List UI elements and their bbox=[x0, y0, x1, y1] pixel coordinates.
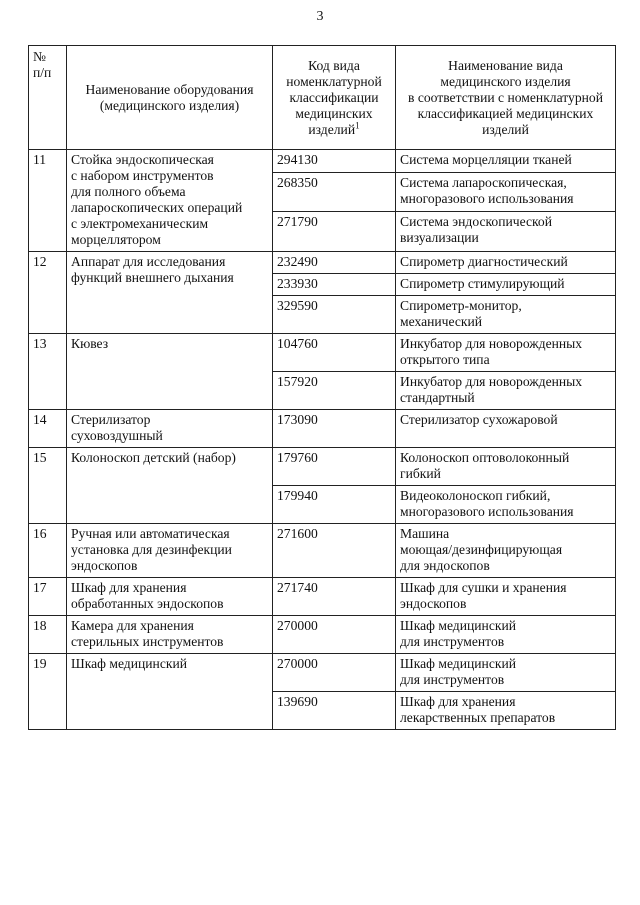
table-row bbox=[29, 252, 616, 274]
header-name bbox=[67, 46, 273, 150]
header-code-text: Код вида номенклатурной классификации медицинских изделий bbox=[286, 57, 382, 137]
header-num bbox=[29, 46, 67, 150]
table-row bbox=[29, 150, 616, 173]
device-kind-name: Инкубатор для новорожденных открытого типа bbox=[396, 334, 616, 372]
page-number: 3 bbox=[316, 9, 324, 24]
row-number: 15 bbox=[29, 448, 67, 524]
header-num-text: № п/п bbox=[33, 49, 52, 80]
table-row bbox=[29, 616, 616, 654]
classification-code: 268350 bbox=[273, 172, 396, 212]
row-number: 14 bbox=[29, 410, 67, 448]
equipment-name: Аппарат для исследования функций внешнего дыхания bbox=[67, 252, 273, 334]
device-kind-name: Машина моющая/дезинфицирующая для эндоскопов bbox=[396, 524, 616, 578]
table-row bbox=[29, 334, 616, 372]
table-row bbox=[29, 654, 616, 692]
header-code bbox=[273, 46, 396, 150]
classification-code: 139690 bbox=[273, 692, 396, 730]
equipment-name: Стерилизатор суховоздушный bbox=[67, 410, 273, 448]
device-kind-name: Колоноскоп оптоволоконный гибкий bbox=[396, 448, 616, 486]
classification-code: 157920 bbox=[273, 372, 396, 410]
equipment-name: Шкаф медицинский bbox=[67, 654, 273, 730]
device-kind-name: Система морцелляции тканей bbox=[396, 150, 616, 173]
classification-code: 271600 bbox=[273, 524, 396, 578]
classification-code: 233930 bbox=[273, 274, 396, 296]
equipment-name: Камера для хранения стерильных инструментов bbox=[67, 616, 273, 654]
row-number: 11 bbox=[29, 150, 67, 252]
device-kind-name: Система эндоскопической визуализации bbox=[396, 212, 616, 252]
row-number: 13 bbox=[29, 334, 67, 410]
equipment-name: Шкаф для хранения обработанных эндоскопов bbox=[67, 578, 273, 616]
classification-code: 232490 bbox=[273, 252, 396, 274]
device-kind-name: Шкаф медицинский для инструментов bbox=[396, 654, 616, 692]
device-kind-name: Инкубатор для новорожденных стандартный bbox=[396, 372, 616, 410]
header-kind-text: Наименование вида медицинского изделия в соответствии с номенклатурной классификацией медицинских изделий bbox=[408, 57, 603, 137]
device-kind-name: Шкаф для хранения лекарственных препаратов bbox=[396, 692, 616, 730]
table-body bbox=[29, 150, 616, 730]
device-kind-name: Шкаф для сушки и хранения эндоскопов bbox=[396, 578, 616, 616]
equipment-name: Ручная или автоматическая установка для дезинфекции эндоскопов bbox=[67, 524, 273, 578]
table-row bbox=[29, 524, 616, 578]
classification-code: 104760 bbox=[273, 334, 396, 372]
classification-code: 179760 bbox=[273, 448, 396, 486]
table-row bbox=[29, 578, 616, 616]
row-number: 18 bbox=[29, 616, 67, 654]
footnote-mark: 1 bbox=[355, 119, 360, 130]
row-number: 12 bbox=[29, 252, 67, 334]
header-kind bbox=[396, 46, 616, 150]
device-kind-name: Видеоколоноскоп гибкий, многоразового использования bbox=[396, 486, 616, 524]
classification-code: 271740 bbox=[273, 578, 396, 616]
equipment-name: Кювез bbox=[67, 334, 273, 410]
device-kind-name: Спирометр стимулирующий bbox=[396, 274, 616, 296]
table-row bbox=[29, 410, 616, 448]
classification-code: 270000 bbox=[273, 616, 396, 654]
classification-code: 294130 bbox=[273, 150, 396, 173]
classification-code: 173090 bbox=[273, 410, 396, 448]
device-kind-name: Стерилизатор сухожаровой bbox=[396, 410, 616, 448]
equipment-table bbox=[28, 45, 616, 730]
equipment-name: Стойка эндоскопическая с набором инструментов для полного объема лапароскопических операций с электромеханическим морцеллятором bbox=[67, 150, 273, 252]
table-row bbox=[29, 448, 616, 486]
classification-code: 270000 bbox=[273, 654, 396, 692]
device-kind-name: Спирометр диагностический bbox=[396, 252, 616, 274]
device-kind-name: Шкаф медицинский для инструментов bbox=[396, 616, 616, 654]
row-number: 17 bbox=[29, 578, 67, 616]
row-number: 16 bbox=[29, 524, 67, 578]
table-header-row bbox=[29, 46, 616, 150]
device-kind-name: Спирометр-монитор, механический bbox=[396, 296, 616, 334]
classification-code: 329590 bbox=[273, 296, 396, 334]
header-name-text: Наименование оборудования (медицинского изделия) bbox=[85, 81, 254, 113]
classification-code: 179940 bbox=[273, 486, 396, 524]
equipment-name: Колоноскоп детский (набор) bbox=[67, 448, 273, 524]
device-kind-name: Система лапароскопическая, многоразового использования bbox=[396, 172, 616, 212]
classification-code: 271790 bbox=[273, 212, 396, 252]
row-number: 19 bbox=[29, 654, 67, 730]
